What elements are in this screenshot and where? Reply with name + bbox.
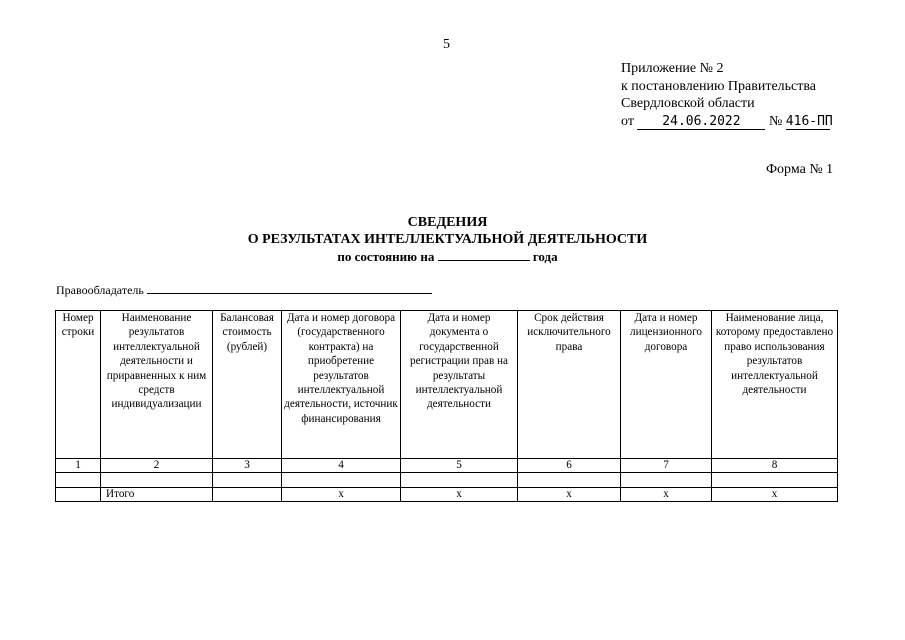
header-cell: Дата и номер документа о государственной регистрации прав на результаты интеллектуальной деятельности (401, 311, 518, 459)
resolution-date: 24.06.2022 (637, 115, 765, 130)
column-number-cell: 5 (401, 459, 518, 473)
header-cell: Балансовая стоимость (рублей) (213, 311, 282, 459)
table-cell (213, 473, 282, 488)
column-number-cell: 7 (621, 459, 712, 473)
as-of-label: по состоянию на (337, 249, 435, 264)
table-cell (712, 473, 838, 488)
page-number: 5 (443, 37, 450, 52)
resolution-number: 416-ПП (785, 113, 833, 129)
total-cell: x (518, 488, 621, 502)
header-cell: Дата и номер лицензионного договора (621, 311, 712, 459)
table-cell (401, 473, 518, 488)
table-header-row (56, 311, 838, 459)
total-cell: x (401, 488, 518, 502)
appendix-line-4 (621, 113, 833, 131)
total-cell: x (282, 488, 401, 502)
column-number-cell: 2 (101, 459, 213, 473)
table-cell (56, 473, 101, 488)
table-cell (621, 473, 712, 488)
document-title (0, 214, 895, 265)
column-number-row (56, 459, 838, 473)
column-number-cell: 6 (518, 459, 621, 473)
total-row (56, 488, 838, 502)
appendix-line-2: к постановлению Правительства (621, 78, 817, 94)
empty-data-row (56, 473, 838, 488)
header-cell: Наименование результатов интеллектуальной деятельности и приравненных к ним средств индивидуализации (101, 311, 213, 459)
owner-field (56, 282, 432, 298)
number-label: № (768, 113, 783, 129)
column-number-cell: 3 (213, 459, 282, 473)
header-cell: Дата и номер договора (государственного контракта) на приобретение результатов интеллектуальной деятельности, источник финансирования (282, 311, 401, 459)
title-line-2: О РЕЗУЛЬТАТАХ ИНТЕЛЛЕКТУАЛЬНОЙ ДЕЯТЕЛЬНОСТИ (247, 232, 648, 247)
column-number-cell: 4 (282, 459, 401, 473)
total-label-cell: Итого (101, 488, 213, 502)
results-table (55, 310, 838, 502)
year-label: года (532, 249, 558, 264)
form-number: Форма № 1 (766, 162, 834, 177)
owner-blank-line (147, 282, 432, 294)
table-cell (282, 473, 401, 488)
appendix-line-1: Приложение № 2 (621, 61, 724, 76)
title-line-1: СВЕДЕНИЯ (407, 215, 488, 230)
total-cell: x (621, 488, 712, 502)
header-cell: Наименование лица, которому предоставлено право использования результатов интеллектуальной деятельности (712, 311, 838, 459)
table-cell (101, 473, 213, 488)
column-number-cell: 1 (56, 459, 101, 473)
owner-label: Правообладатель (56, 283, 144, 297)
total-cell: x (712, 488, 838, 502)
total-cell (213, 488, 282, 502)
column-number-cell: 8 (712, 459, 838, 473)
from-label: от (621, 113, 634, 129)
appendix-line-3: Свердловской области (621, 96, 755, 111)
total-cell (56, 488, 101, 502)
title-line-3 (0, 248, 895, 265)
header-cell: Срок действия исключительного права (518, 311, 621, 459)
table-cell (518, 473, 621, 488)
date-blank-line (438, 249, 530, 261)
header-cell: Номер строки (56, 311, 101, 459)
appendix-block (621, 60, 833, 130)
